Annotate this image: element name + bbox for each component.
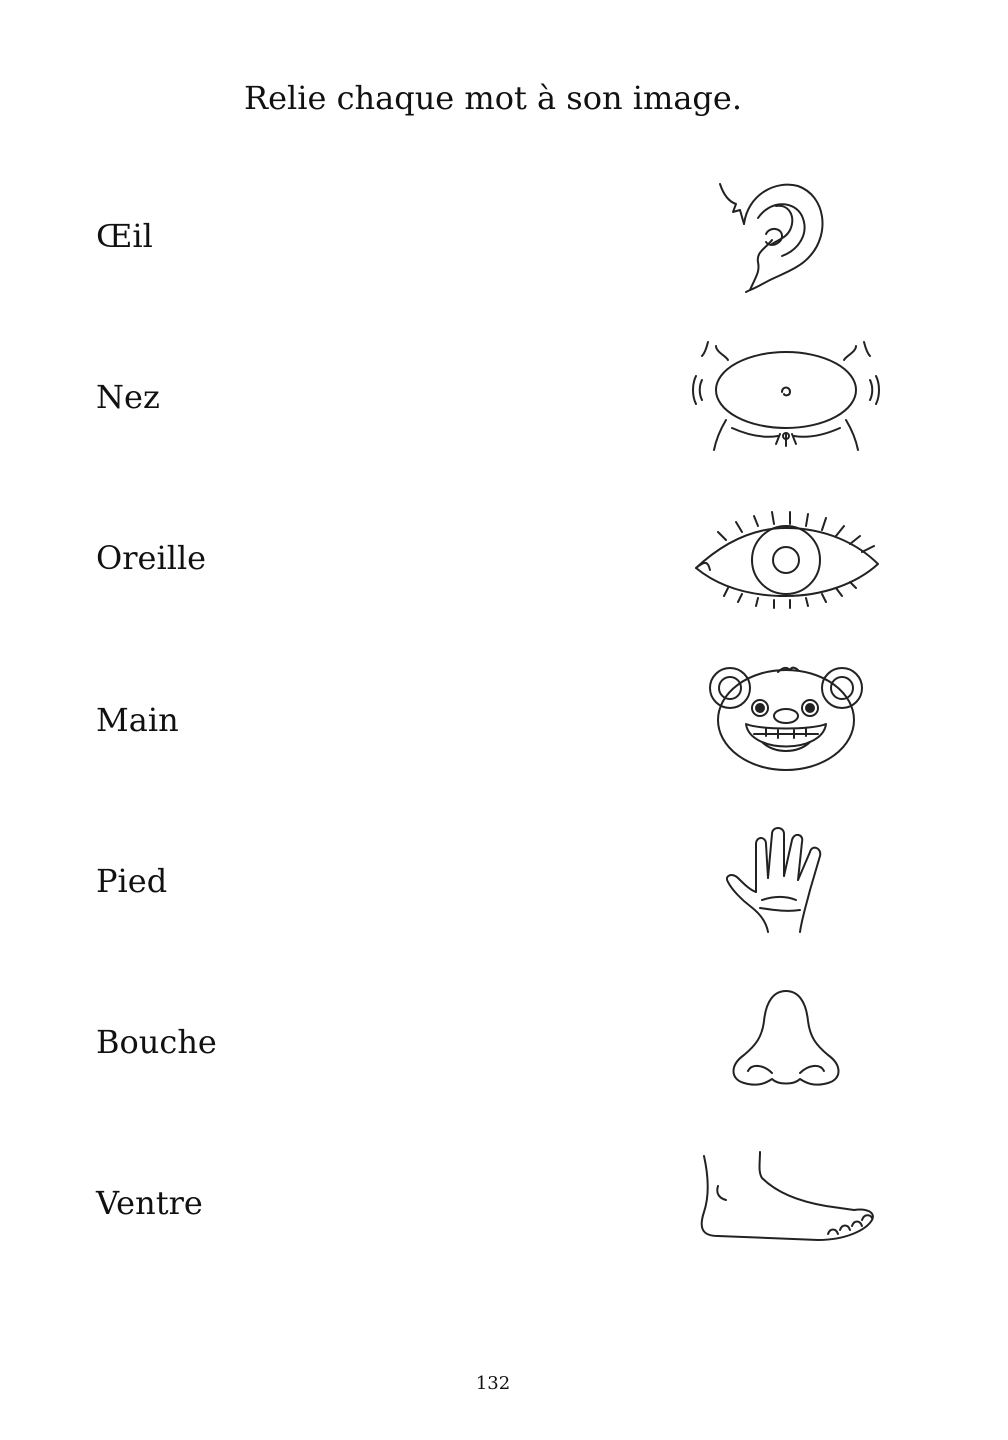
word-pied[interactable]: Pied bbox=[96, 862, 168, 900]
nose-icon[interactable] bbox=[686, 981, 886, 1101]
foot-icon[interactable] bbox=[686, 1142, 886, 1262]
page-number: 132 bbox=[475, 1373, 511, 1394]
word-oreille[interactable]: Oreille bbox=[96, 539, 207, 577]
belly-icon[interactable] bbox=[686, 336, 886, 456]
worksheet-instruction: Relie chaque mot à son image. bbox=[243, 79, 743, 117]
word-oeil[interactable]: Œil bbox=[96, 217, 153, 255]
word-ventre[interactable]: Ventre bbox=[96, 1184, 203, 1222]
ear-icon[interactable] bbox=[686, 176, 886, 296]
hand-icon[interactable] bbox=[686, 820, 886, 940]
word-bouche[interactable]: Bouche bbox=[96, 1023, 217, 1061]
word-nez[interactable]: Nez bbox=[96, 378, 160, 416]
word-main[interactable]: Main bbox=[96, 701, 179, 739]
smiling-bear-mouth-icon[interactable] bbox=[686, 658, 886, 778]
eye-icon[interactable] bbox=[686, 496, 886, 616]
